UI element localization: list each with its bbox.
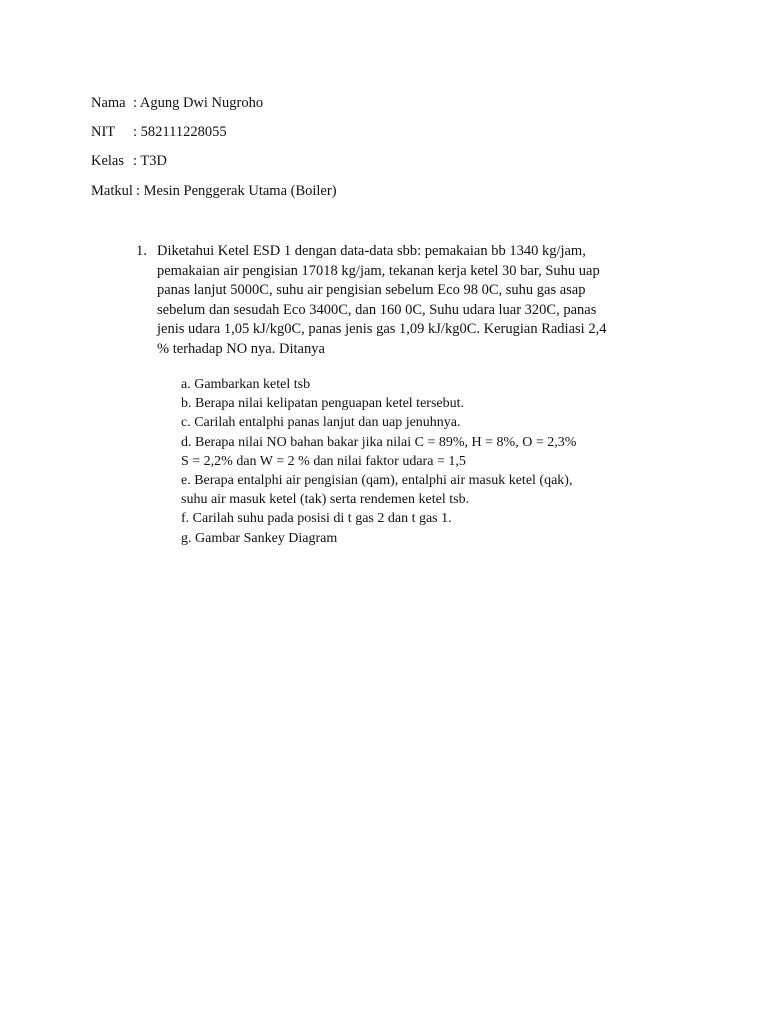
question-line: Diketahui Ketel ESD 1 dengan data-data sbb: pemakaian bb 1340 kg/jam, bbox=[157, 243, 586, 259]
question-text bbox=[157, 242, 627, 359]
sub-question-c bbox=[181, 413, 621, 432]
sub-question-b bbox=[181, 394, 621, 413]
question-line: jenis udara 1,05 kJ/kg0C, panas jenis gas 1,09 kJ/kg0C. Kerugian Radiasi 2,4 bbox=[157, 321, 607, 337]
question-line: sebelum dan sesudah Eco 3400C, dan 160 0C, Suhu udara luar 320C, panas bbox=[157, 301, 597, 318]
sub-question-list bbox=[181, 375, 621, 548]
question-line: panas lanjut 5000C, suhu air pengisian sebelum Eco 98 0C, suhu gas asap bbox=[157, 282, 586, 298]
sub-question-e bbox=[181, 471, 621, 509]
sub-question-line: suhu air masuk ketel (tak) serta rendemen ketel tsb. bbox=[181, 492, 470, 508]
nit-label: NIT bbox=[91, 124, 116, 140]
sub-question-line: g. Gambar Sankey Diagram bbox=[181, 530, 338, 546]
question-number: 1. bbox=[136, 243, 147, 259]
nit-value: : 582111228055 bbox=[133, 124, 227, 140]
sub-question-d bbox=[181, 433, 621, 471]
sub-question-line: b. Berapa nilai kelipatan penguapan ketel tersebut. bbox=[181, 396, 465, 412]
question-line: pemakaian air pengisian 17018 kg/jam, tekanan kerja ketel 30 bar, Suhu uap bbox=[157, 262, 600, 279]
sub-question-line: S = 2,2% dan W = 2 % dan nilai faktor udara = 1,5 bbox=[181, 453, 466, 469]
matkul-value: : Mesin Penggerak Utama (Boiler) bbox=[136, 183, 337, 199]
nama-value: : Agung Dwi Nugroho bbox=[133, 95, 264, 111]
matkul-label: Matkul bbox=[91, 183, 133, 199]
nama-label: Nama bbox=[91, 95, 126, 111]
question-line: % terhadap NO nya. Ditanya bbox=[157, 340, 325, 357]
sub-question-g bbox=[181, 529, 621, 548]
sub-question-line: a. Gambarkan ketel tsb bbox=[181, 377, 311, 392]
sub-question-line: c. Carilah entalphi panas lanjut dan uap jenuhnya. bbox=[181, 415, 461, 431]
sub-question-line: e. Berapa entalphi air pengisian (qam), entalphi air masuk ketel (qak), bbox=[181, 473, 573, 489]
kelas-value: : T3D bbox=[133, 153, 167, 169]
sub-question-line: f. Carilah suhu pada posisi di t gas 2 dan t gas 1. bbox=[181, 511, 452, 527]
sub-question-a bbox=[181, 375, 621, 394]
sub-question-f bbox=[181, 509, 621, 528]
sub-question-line: d. Berapa nilai NO bahan bakar jika nilai C = 89%, H = 8%, O = 2,3% bbox=[181, 434, 577, 450]
kelas-label: Kelas bbox=[91, 153, 125, 169]
